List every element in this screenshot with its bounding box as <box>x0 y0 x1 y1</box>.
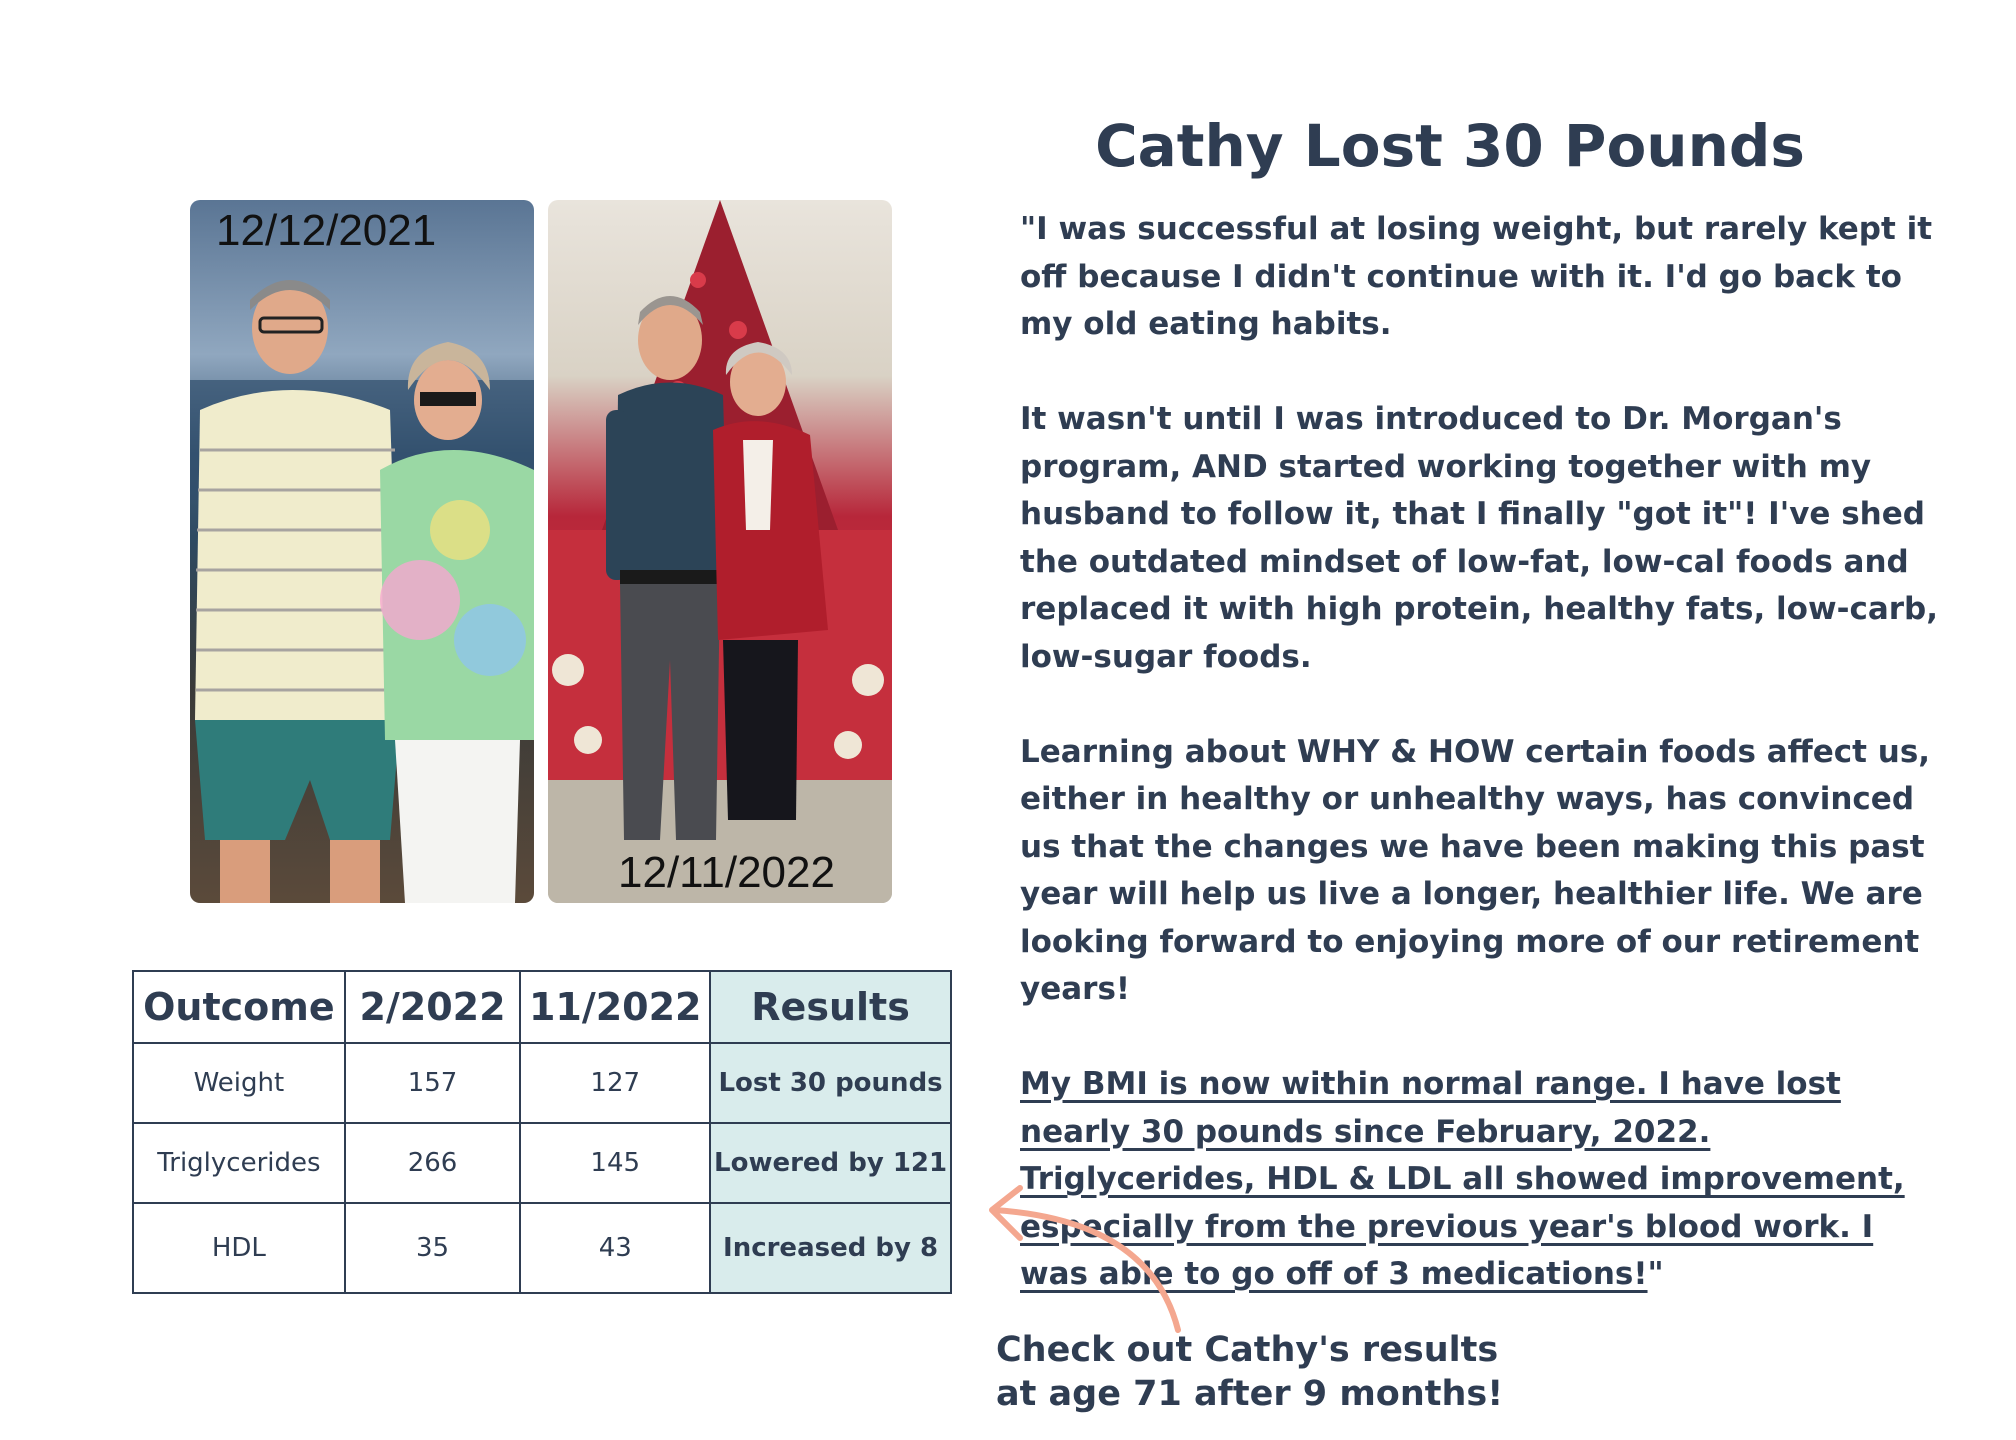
table-row <box>133 1043 951 1123</box>
header-results: Results <box>710 971 951 1043</box>
row-outcome: HDL <box>133 1203 345 1293</box>
before-photo-date: 12/12/2021 <box>216 206 437 255</box>
row-result: Lost 30 pounds <box>710 1043 951 1123</box>
after-photo-date: 12/11/2022 <box>618 848 835 897</box>
row-before-value: 35 <box>345 1203 521 1293</box>
table-header-row <box>133 971 951 1043</box>
quote-closing-mark: " <box>1647 1256 1664 1292</box>
row-after-value: 145 <box>520 1123 710 1203</box>
row-after-value: 127 <box>520 1043 710 1123</box>
after-photo-illustration <box>548 200 892 903</box>
row-outcome: Weight <box>133 1043 345 1123</box>
before-photo <box>190 200 534 903</box>
page-title: Cathy Lost 30 Pounds <box>1095 112 1805 180</box>
row-before-value: 266 <box>345 1123 521 1203</box>
row-after-value: 43 <box>520 1203 710 1293</box>
header-2022-nov: 11/2022 <box>520 971 710 1043</box>
header-2022-feb: 2/2022 <box>345 971 521 1043</box>
before-photo-illustration <box>190 200 534 903</box>
quote-highlight: My BMI is now within normal range. I have lost nearly 30 pounds since February, 2022. Triglycerides, HDL & LDL all showed improvement, especially from the previous year's blood work. I was able to go off of 3 medications! <box>1020 1066 1905 1292</box>
after-photo <box>548 200 892 903</box>
curved-arrow-icon <box>980 1180 1210 1340</box>
quote-paragraph-2: It wasn't until I was introduced to Dr. Morgan's program, AND started working together with my husband to follow it, that I finally "got it"! I've shed the outdated mindset of low-fat, low-cal foods and replaced it with high protein, healthy fats, low-carb, low-sugar foods. <box>1020 401 1938 675</box>
table-row <box>133 1203 951 1293</box>
row-result: Lowered by 121 <box>710 1123 951 1203</box>
quote-paragraph-3: Learning about WHY & HOW certain foods affect us, either in healthy or unhealthy ways, has convinced us that the changes we have been making this past year will help us live a longer, healthier life. We are looking forward to enjoying more of our retirement years! <box>1020 733 1931 1007</box>
testimonial-quote <box>1020 206 1940 1346</box>
results-table <box>132 970 952 1294</box>
header-outcome: Outcome <box>133 971 345 1043</box>
table-row <box>133 1123 951 1203</box>
row-outcome: Triglycerides <box>133 1123 345 1203</box>
row-before-value: 157 <box>345 1043 521 1123</box>
quote-paragraph-1: "I was successful at losing weight, but rarely kept it off because I didn't continue with it. I'd go back to my old eating habits. <box>1020 211 1933 342</box>
row-result: Increased by 8 <box>710 1203 951 1293</box>
results-caption: Check out Cathy's results at age 71 after 9 months! <box>996 1330 1504 1414</box>
